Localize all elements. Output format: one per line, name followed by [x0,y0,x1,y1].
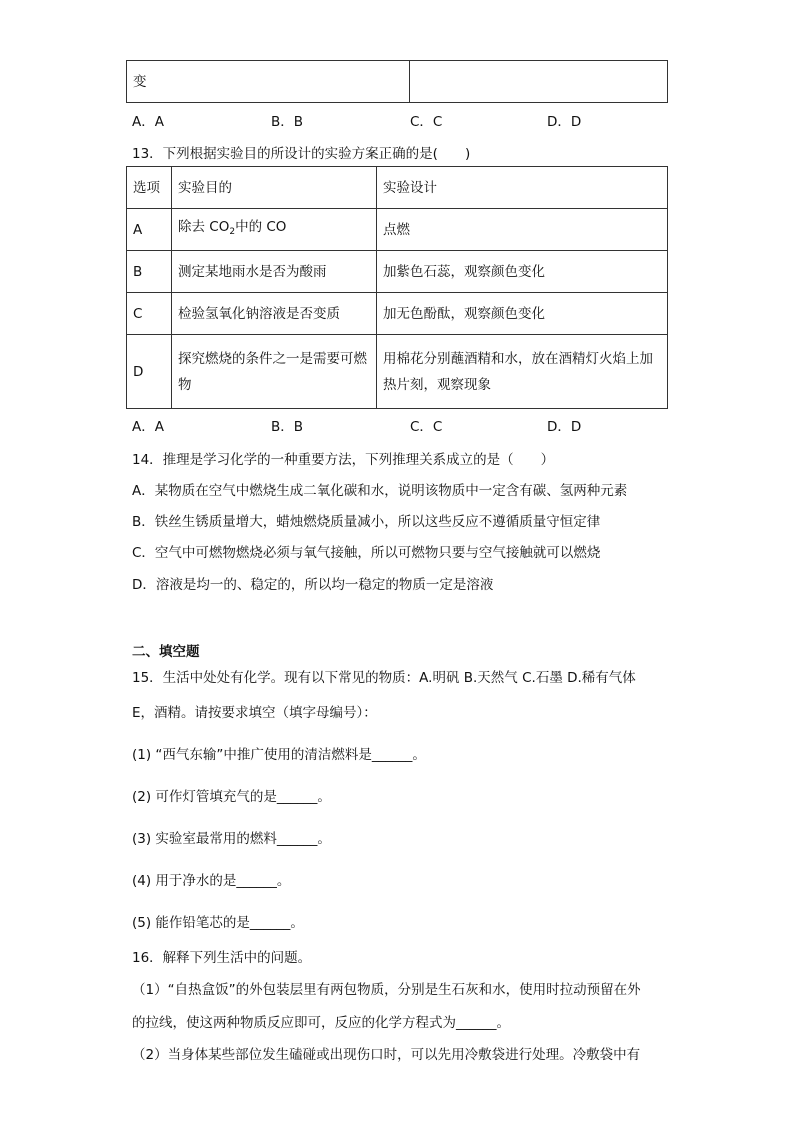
q13-question: 13．下列根据实验目的所设计的实验方案正确的是( ) [132,146,471,162]
q13-options [132,415,632,435]
q12-option-c: C．C [410,114,443,130]
table-row [127,335,668,409]
top-table-cell-right [410,61,668,103]
q13-row-a-design: 点燃 [377,209,668,251]
q12-options [132,110,632,130]
q13-header-option: 选项 [127,167,172,209]
q13-option-b: B．B [271,419,304,435]
q15-item-2: (2) 可作灯管填充气的是______。 [132,789,331,805]
q15-line1: 15．生活中处处有化学。现有以下常见的物质：A.明矾 B.天然气 C.石墨 D.稀有气体 [132,670,636,686]
top-table-cell-left: 变 [127,61,410,103]
q13-row-b-option: B [127,251,172,293]
q12-option-b: B．B [271,114,304,130]
q13-option-a: A．A [132,419,164,435]
q13-table [126,166,668,409]
q13-option-d: D．D [547,419,582,435]
q15-line2: E，酒精。请按要求填空（填字母编号）： [132,705,377,721]
q14-question: 14．推理是学习化学的一种重要方法，下列推理关系成立的是（ ） [132,452,555,468]
q14-option-a: A．某物质在空气中燃烧生成二氧化碳和水，说明该物质中一定含有碳、氢两种元素 [132,483,628,499]
q13-row-c-option: C [127,293,172,335]
q13-row-c-purpose: 检验氢氧化钠溶液是否变质 [172,293,377,335]
q14-option-c: C．空气中可燃物燃烧必须与氧气接触，所以可燃物只要与空气接触就可以燃烧 [132,545,601,561]
q13-option-c: C．C [410,419,443,435]
q13-header-design: 实验设计 [377,167,668,209]
q15-item-1: (1) “西气东输”中推广使用的清洁燃料是______。 [132,747,426,763]
q13-row-d-option: D [127,335,172,409]
q13-row-c-design: 加无色酚酞，观察颜色变化 [377,293,668,335]
q16-part1-line1: （1）“自热盒饭”的外包装层里有两包物质，分别是生石灰和水，使用时拉动预留在外 [132,982,641,998]
q15-item-4: (4) 用于净水的是______。 [132,873,291,889]
q14-option-b: B．铁丝生锈质量增大，蜡烛燃烧质量减小，所以这些反应不遵循质量守恒定律 [132,514,601,530]
top-table [126,60,668,103]
q15-item-5: (5) 能作铅笔芯的是______。 [132,915,304,931]
q16-part1-line2: 的拉线，使这两种物质反应即可，反应的化学方程式为______。 [132,1015,510,1031]
q16-question: 16．解释下列生活中的问题。 [132,950,312,966]
q16-part2-line1: （2）当身体某些部位发生磕碰或出现伤口时，可以先用冷敷袋进行处理。冷敷袋中有 [132,1047,641,1063]
table-row [127,293,668,335]
table-row [127,209,668,251]
q13-row-a-purpose: 除去 $CO_2$中的 CO [172,209,377,251]
q13-header-row [127,167,668,209]
q12-option-d: D．D [547,114,582,130]
q13-header-purpose: 实验目的 [172,167,377,209]
q13-row-b-purpose: 测定某地雨水是否为酸雨 [172,251,377,293]
q13-row-d-purpose: 探究燃烧的条件之一是需要可燃物 [172,335,377,409]
table-row [127,251,668,293]
q14-option-d: D．溶液是均一的、稳定的，所以均一稳定的物质一定是溶液 [132,577,494,593]
q13-row-b-design: 加紫色石蕊，观察颜色变化 [377,251,668,293]
q15-item-3: (3) 实验室最常用的燃料______。 [132,831,331,847]
q13-row-a-option: A [127,209,172,251]
section-title: 二、填空题 [132,644,200,660]
q13-row-d-design: 用棉花分别蘸酒精和水，放在酒精灯火焰上加热片刻，观察现象 [377,335,668,409]
q12-option-a: A．A [132,114,164,130]
